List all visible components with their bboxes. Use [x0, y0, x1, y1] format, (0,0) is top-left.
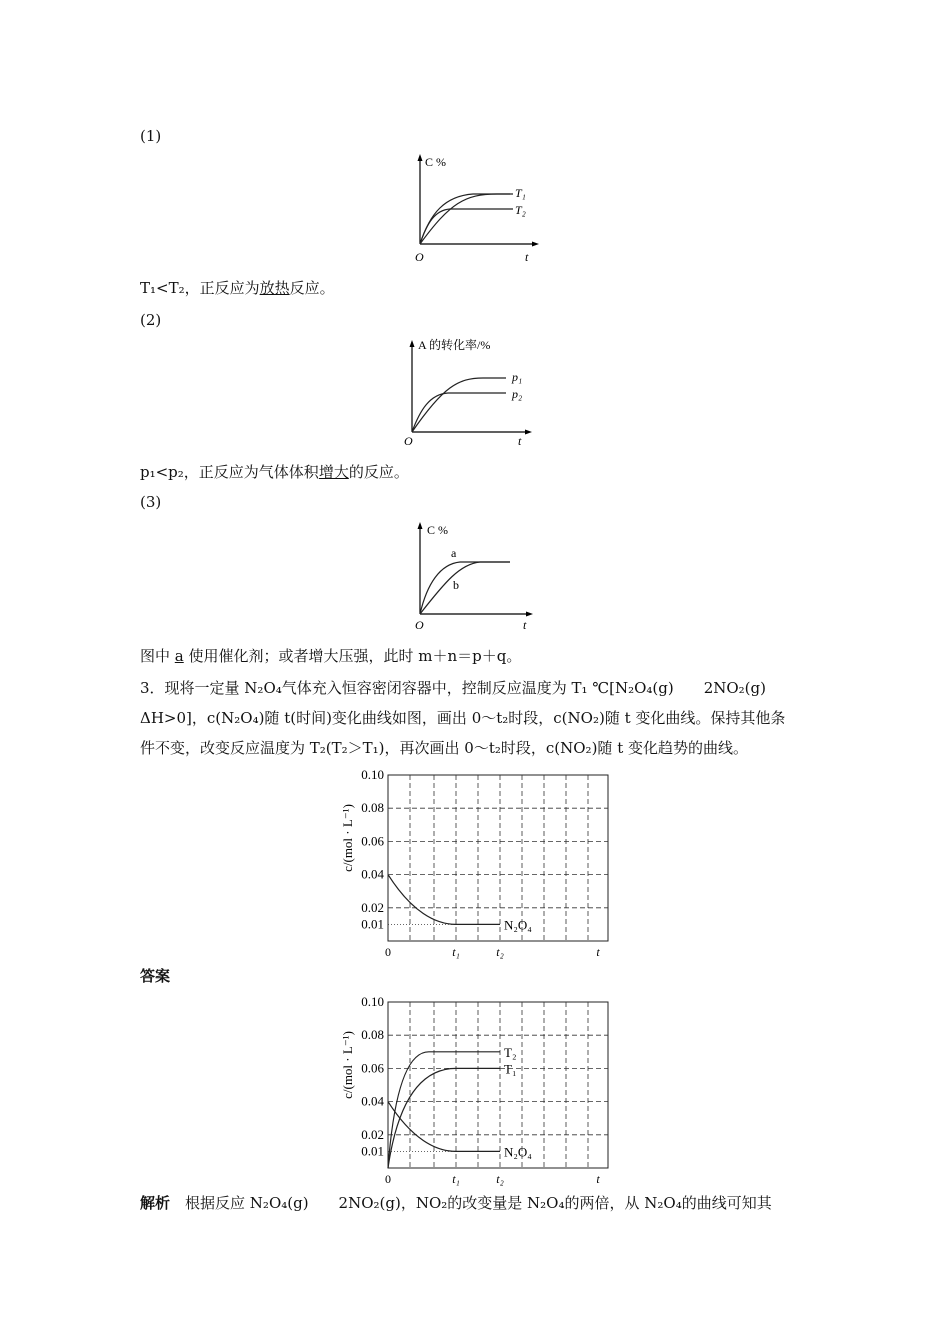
y-tick-label: 0.02: [361, 899, 384, 915]
y-tick-label: 0.06: [361, 833, 384, 849]
graph-pressure: [398, 332, 548, 450]
series-line: [388, 1068, 500, 1168]
part3-conclusion: 图中 a 使用催化剂；或者增大压强，此时 m＋n＝p＋q。: [140, 647, 522, 665]
y-axis-label: c/(mol · L⁻¹): [340, 804, 355, 872]
graph-catalyst: [405, 514, 545, 632]
question-chart: [330, 765, 620, 960]
y-tick-label: 0.01: [361, 916, 384, 932]
y-tick-label: 0.06: [361, 1060, 384, 1076]
series-line: [388, 875, 500, 925]
series-label: N₂O₄: [504, 917, 532, 933]
answer-chart: [330, 992, 620, 1187]
part1-label: (1): [140, 127, 162, 145]
y-axis-label: c/(mol · L⁻¹): [340, 1031, 355, 1099]
graph-temperature: [405, 148, 545, 266]
y-tick-label: 0.10: [361, 767, 384, 782]
part2-conclusion: p₁<p₂，正反应为气体体积增大的反应。: [140, 463, 409, 481]
x-tick-label: t₂: [496, 945, 504, 959]
question-line-1: 3．现将一定量 N₂O₄气体充入恒容密闭容器中，控制反应温度为 T₁ ℃[N₂O₄(g) 2NO₂(g): [140, 679, 766, 697]
series-label: N₂O₄: [504, 1144, 532, 1160]
x-tick-label: 0: [385, 1172, 391, 1186]
graph1-origin: O: [415, 250, 424, 264]
y-tick-label: 0.08: [361, 1027, 384, 1043]
graph3-curve-a: a: [451, 546, 457, 560]
graph2-curve-p1: p₁: [512, 370, 523, 384]
part3-label: (3): [140, 493, 162, 511]
plot-frame: [388, 1002, 608, 1168]
y-tick-label: 0.08: [361, 800, 384, 816]
graph2-origin: O: [404, 434, 413, 448]
graph1-curve-t1: T₁: [515, 186, 526, 200]
series-line: [388, 1102, 500, 1152]
x-tick-label: t₁: [452, 945, 460, 959]
part1-conclusion: T₁<T₂，正反应为放热反应。: [140, 279, 335, 297]
question-line-2: ΔH>0]，c(N₂O₄)随 t(时间)变化曲线如图，画出 0～t₂时段，c(NO₂)随 t 变化曲线。保持其他条: [140, 709, 786, 727]
x-tick-label: t: [596, 1172, 600, 1186]
series-label: T₁: [504, 1061, 517, 1077]
graph3-xlabel: t: [523, 618, 527, 632]
part2-label: (2): [140, 311, 162, 329]
answer-label: 答案: [140, 967, 171, 985]
x-tick-label: 0: [385, 945, 391, 959]
y-tick-label: 0.02: [361, 1126, 384, 1142]
graph3-curve-b: b: [453, 578, 459, 592]
graph3-ylabel: C %: [427, 523, 448, 537]
graph1-curve-t2: T₂: [515, 203, 526, 217]
x-tick-label: t: [596, 945, 600, 959]
y-tick-label: 0.10: [361, 994, 384, 1009]
graph2-xlabel: t: [518, 434, 522, 448]
graph3-origin: O: [415, 618, 424, 632]
graph1-ylabel: C %: [425, 155, 446, 169]
graph2-ylabel: A 的转化率/%: [418, 338, 491, 352]
graph2-curve-p2: p₂: [512, 387, 523, 401]
y-tick-label: 0.01: [361, 1143, 384, 1159]
question-line-3: 件不变，改变反应温度为 T₂(T₂＞T₁)，再次画出 0～t₂时段，c(NO₂)随 t 变化趋势的曲线。: [140, 739, 748, 757]
graph1-xlabel: t: [525, 250, 529, 264]
series-label: T₂: [504, 1044, 517, 1060]
x-tick-label: t₁: [452, 1172, 460, 1186]
x-tick-label: t₂: [496, 1172, 504, 1186]
plot-frame: [388, 775, 608, 941]
y-tick-label: 0.04: [361, 1093, 384, 1109]
analysis-line: 解析 根据反应 N₂O₄(g) 2NO₂(g)，NO₂的改变量是 N₂O₄的两倍，从 N₂O₄的曲线可知其: [140, 1194, 772, 1212]
y-tick-label: 0.04: [361, 866, 384, 882]
